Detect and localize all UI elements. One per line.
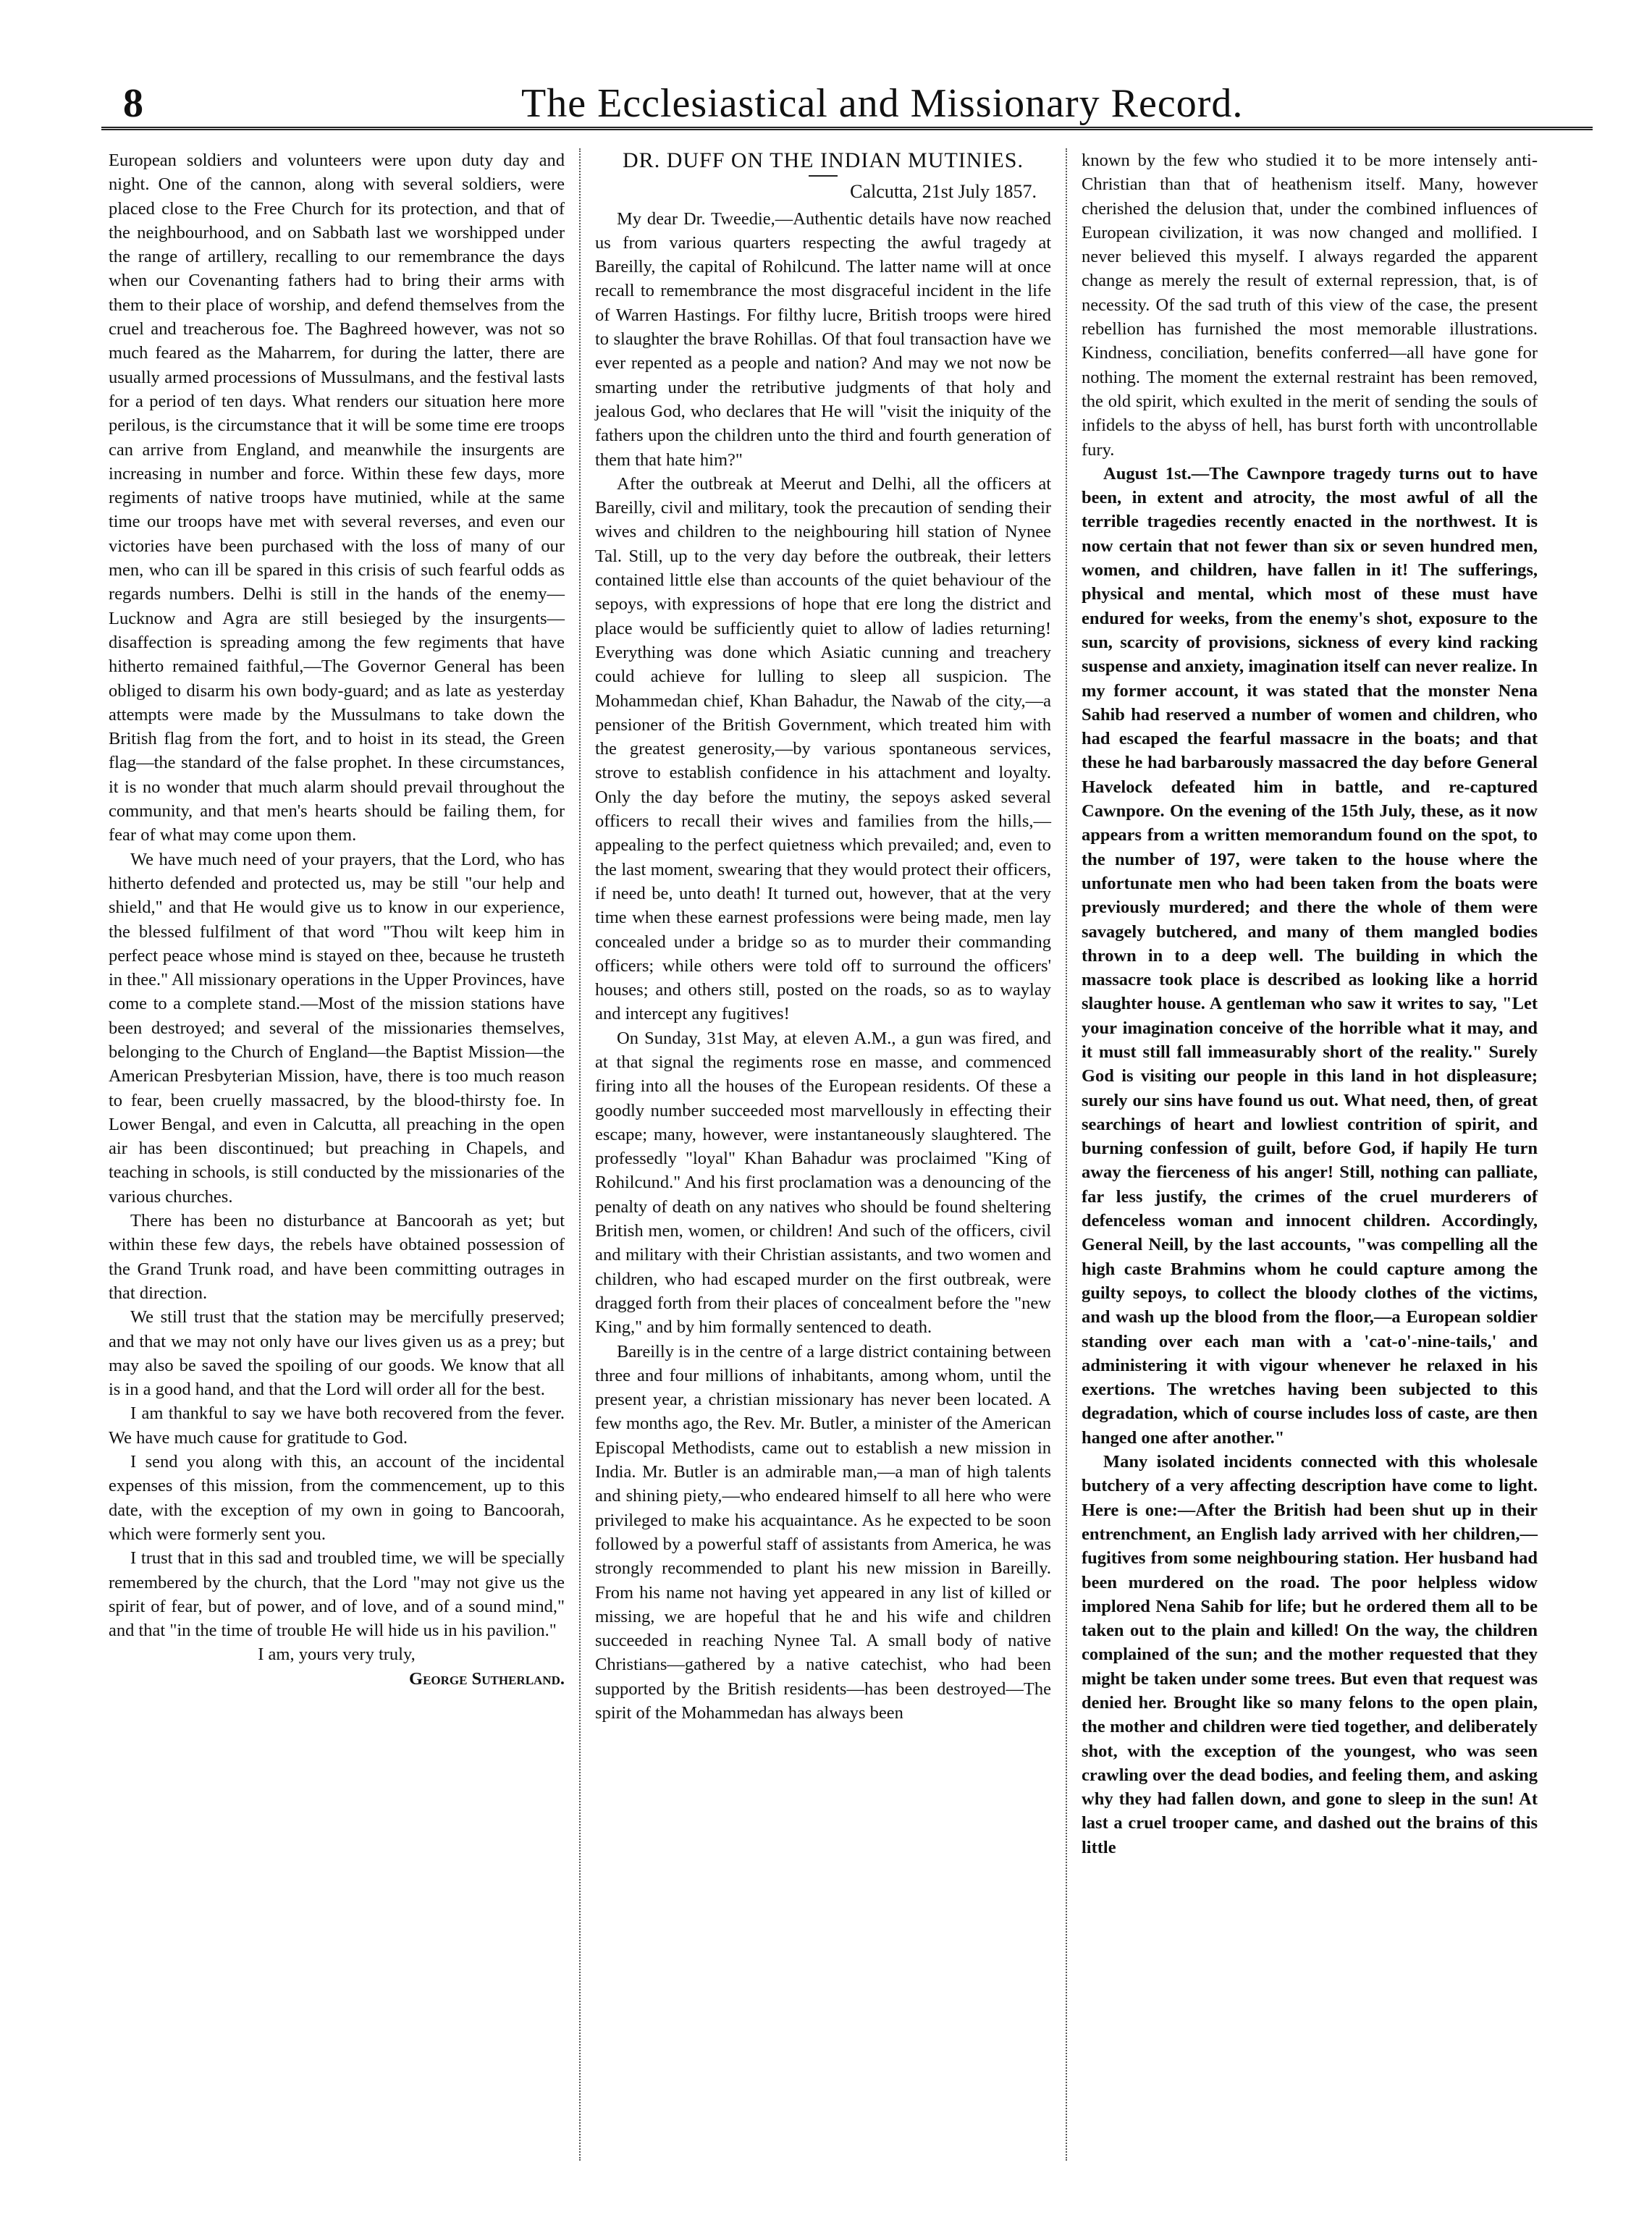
paragraph: I am thankful to say we have both recovered from the fever. We have much cause for gratitude to God.	[109, 1403, 565, 1448]
paragraph: On Sunday, 31st May, at eleven A.M., a gun was fired, and at that signal the regiments rose en masse, and commenced firing into all the houses of the European residents. Of these a goodly number succeeded most marvellously in effecting their escape; many, however, were instantaneously slaughtered. The professedly "loyal" Khan Bahadur was proclaimed "King of Rohilcund." And his first proclamation was a denouncing of the penalty of death on any natives who should be found sheltering British men, women, or children! And such of the officers, civil and military with their Christian assistants, and two women and children, who had escaped murder on the first outbreak, were dragged forth from their places of concealment before the "new King," and by him formally sentenced to death.	[595, 1028, 1051, 1338]
header-rule	[101, 127, 1593, 130]
paragraph: Bareilly is in the centre of a large district containing between three and four millions of inhabitants, among whom, until the present year, a christian missionary has never been located. A few months ago, the Rev. Mr. Butler, a minister of the American Episcopal Methodists, came out to establish a new mission in India. Mr. Butler is an admirable man,—a man of high talents and shining piety,—who endeared himself to all here who were privileged to make his acquaintance. As he expected to be soon followed by a powerful staff of assistants from America, he was strongly recommended to plant his new mission in Bareilly. From his name not having yet appeared in any list of killed or missing, we are hopeful that he and his wife and children succeeded in reaching Nynee Tal. A small body of native Christians—gathered by a native catechist, who had been supported by the British residents—has been destroyed—The spirit of the Mohammedan has always been	[595, 1341, 1051, 1723]
paragraph: known by the few who studied it to be more intensely anti-Christian than that of heathenism itself. Many, however cherished the delusion that, under the combined influences of European civilization, it was now changed and mollified. I never believed this myself. I always regarded the apparent change as merely the result of external repression, that, is of necessity. Of the sad truth of this view of the case, the present rebellion has furnished the most memorable illustrations. Kindness, conciliation, benefits conferred—all have gone for nothing. The moment the external restraint has been removed, the old spirit, which exulted in the merit of sending the souls of infidels to the abyss of hell, has burst forth with uncontrollable fury.	[1082, 151, 1538, 460]
column-3	[1082, 148, 1538, 1860]
paragraph: I send you along with this, an account of the incidental expenses of this mission, from the commencement, up to this date, with the exception of my own in going to Bancoorah, which were formerly sent you.	[109, 1452, 565, 1544]
paragraph: European soldiers and volunteers were upon duty day and night. One of the cannon, along with several soldiers, were placed close to the Free Church for its protection, and that of the neighbourhood, and on Sabbath last we worshipped under the range of artillery, recalling to our remembrance the days when our Covenanting fathers had to bring their arms with them to their place of worship, and defend themselves from the cruel and treacherous foe. The Baghreed however, was not so much feared as the Maharrem, for during the latter, there are usually armed processions of Mussulmans, and the festival lasts for a period of ten days. What renders our situation here more perilous, is the circumstance that it will be some time ere troops can arrive from England, and meanwhile the insurgents are increasing in number and force. Within these few days, more regiments of native troops have mutinied, while at the same time our troops have met with several reverses, and even our victories have been purchased with the loss of many of our men, who can ill be spared in this crisis of such fearful odds as regards numbers. Delhi is still in the hands of the enemy—Lucknow and Agra are still besieged by the insurgents—disaffection is spreading among the few regiments that have hitherto remained faithful,—The Governor General has been obliged to disarm his own body-guard; and as late as yesterday attempts were made by the Mussulmans to take down the British flag from the fort, and to hoist in its stead, the Green flag—the standard of the false prophet. In these circumstances, it is no wonder that much alarm should prevail throughout the community, and that men's hearts should be failing them, for fear of what may come upon them.	[109, 151, 565, 845]
page-header	[43, 78, 1607, 129]
column-divider	[579, 148, 581, 2161]
paragraph: There has been no disturbance at Bancoorah as yet; but within these few days, the rebels have obtained possession of the Grand Trunk road, and have been committing outrages in that direction.	[109, 1211, 565, 1303]
paragraph: Many isolated incidents connected with this wholesale butchery of a very affecting description have come to light. Here is one:—After the British had been shut up in their entrenchment, an English lady arrived with her children,—fugitives from some neighbouring station. Her husband had been murdered on the road. The poor helpless widow implored Nena Sahib for life; but he ordered them all to be taken out to the plain and killed! On the way, the children complained of the sun; and the mother requested that they might be taken under some trees. But even that request was denied her. Brought like so many felons to the open plain, the mother and children were tied together, and deliberately shot, with the exception of the youngest, who was seen crawling over the dead bodies, and feeling them, and asking why they had fallen down, and gone to sleep in the sun! At last a cruel trooper came, and dashed out the brains of this little	[1082, 1452, 1538, 1857]
paragraph: We have much need of your prayers, that the Lord, who has hitherto defended and protected us, may be still "our help and shield," and that He would give us to know in our experience, the blessed fulfilment of that word "Thou wilt keep him in perfect peace whose mind is stayed on thee, because he trusteth in thee." All missionary operations in the Upper Provinces, have come to a complete stand.—Most of the mission stations have been destroyed; and several of the missionaries themselves, belonging to the Church of England—the Baptist Mission—the American Presbyterian Mission, have, there is too much reason to fear, been cruelly massacred, by the blood-thirsty foe. In Lower Bengal, and even in Calcutta, all preaching in the open air has been discontinued; but preaching in Chapels, and teaching in schools, is still conducted by the missionaries of the various churches.	[109, 849, 565, 1207]
paragraph: My dear Dr. Tweedie,—Authentic details have now reached us from various quarters respecting the awful tragedy at Bareilly, the capital of Rohilcund. The latter name will at once recall to remembrance the most disgraceful incident in the life of Warren Hastings. For filthy lucre, British troops were hired to slaughter the brave Rohillas. Of that foul transaction have we ever repented as a people and nation? And may we not now be smarting under the retributive judgments of that holy and jealous God, who declares that He will "visit the iniquity of the fathers upon the children unto the third and fourth generation of them that hate him?"	[595, 208, 1051, 470]
letter-signature: George Sutherland.	[409, 1668, 565, 1689]
article-dateline: Calcutta, 21st July 1857.	[850, 181, 1037, 203]
column-1	[109, 148, 565, 1691]
letter-closing: I am, yours very truly,	[258, 1645, 416, 1665]
paragraph: I trust that in this sad and troubled time, we will be specially remembered by the church, that the Lord "may not give us the spirit of fear, but of power, and of love, and of a sound mind," and that "in the time of trouble He will hide us in his pavilion."	[109, 1548, 565, 1641]
journal-title: The Ecclesiastical and Missionary Record.	[521, 81, 1244, 126]
title-rule	[809, 175, 838, 177]
column-divider	[1066, 148, 1067, 2161]
paragraph: After the outbreak at Meerut and Delhi, all the officers at Bareilly, civil and military, took the precaution of sending their wives and children to the neighbouring hill station of Nynee Tal. Still, up to the very day before the outbreak, their letters contained little else than accounts of the quiet behaviour of the sepoys, with expressions of hope that ere long the district and place would be sufficiently quiet to allow of ladies returning! Everything was done which Asiatic cunning and treachery could achieve for lulling to sleep all suspicion. The Mohammedan chief, Khan Bahadur, the Nawab of the city,—a pensioner of the British Government, which treated him with the greatest generosity,—by various spontaneous services, strove to establish confidence in his attachment and loyalty. Only the day before the mutiny, the sepoys asked several officers to recall their wives and families from the hills,—appealing to the perfect quietness which prevailed; and, even to the last moment, swearing that they would protect their officers, if need be, unto death! It turned out, however, that at the very time when these earnest professions were being made, men lay concealed under a bridge so as to murder their commanding officers; while others were told off to surround the officers' houses; and others still, posted on the roads, so as to waylay and intercept any fugitives!	[595, 473, 1051, 1024]
paragraph: August 1st.—The Cawnpore tragedy turns out to have been, in extent and atrocity, the most awful of all the terrible tragedies recently enacted in the northwest. It is now certain that not fewer than six or seven hundred men, women, and children, have fallen in it! The sufferings, physical and mental, which most of these must have endured for weeks, from the enemy's shot, exposure to the sun, scarcity of provisions, sickness of every kind racking suspense and anxiety, imagination itself can never realize. In my former account, it was stated that the monster Nena Sahib had reserved a number of women and children, who had escaped the fearful massacre in the boats; and that these he had barbarously massacred the day before General Havelock defeated him in battle, and re-captured Cawnpore. On the evening of the 15th July, these, as it now appears from a written memorandum found on the spot, to the number of 197, were taken to the house where the unfortunate men who had been taken from the boats were previously murdered; and there the whole of them were savagely butchered, and many of them mangled bodies thrown in to a deep well. The building in which the massacre took place is described as looking like a horrid slaughter house. A gentleman who saw it writes to say, "Let your imagination conceive of the horrible what it may, and it must still fall immeasurably short of the reality." Surely God is visiting our people in this land in hot displeasure; surely our sins have found us out. What need, then, of great searchings of heart and lowliest contrition of spirit, and burning confession of guilt, before God, if hapily He turn away the fierceness of his anger! Still, nothing can palliate, far less justify, the crimes of the cruel murderers of defenceless woman and innocent children. Accordingly, General Neill, by the last accounts, "was compelling all the high caste Brahmins whom he could capture among the guilty sepoys, to collect the bloody clothes of the victims, and wash up the blood from the floor,—a European soldier standing over each man with a 'cat-o'-nine-tails,' and administering it with vigour whenever he relaxed in his exertions. The wretches having been subjected to this degradation, which of course includes loss of caste, are then hanged one after another."	[1082, 463, 1538, 1448]
column-2	[595, 148, 1051, 1725]
page-number: 8	[123, 81, 143, 126]
article-title: DR. DUFF ON THE INDIAN MUTINIES.	[623, 148, 1024, 172]
paragraph: We still trust that the station may be mercifully preserved; and that we may not only have our lives given us as a prey; but may also be saved the spoiling of our goods. We know that all is in a good hand, and that the Lord will order all for the best.	[109, 1307, 565, 1400]
